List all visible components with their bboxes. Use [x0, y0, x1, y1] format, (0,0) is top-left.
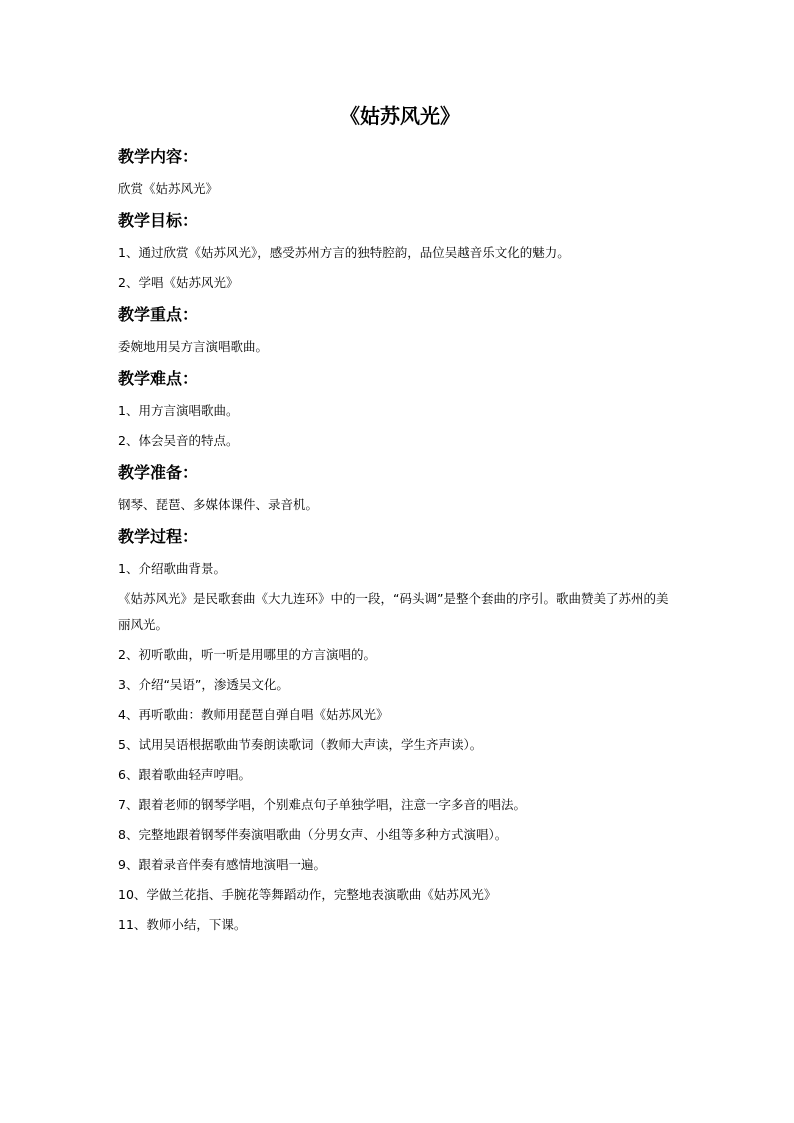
paragraph: 1、通过欣赏《姑苏风光》，感受苏州方言的独特腔韵，品位吴越音乐文化的魅力。	[118, 245, 570, 260]
section-heading-key-points: 教学重点：	[118, 305, 199, 324]
paragraph: 委婉地用吴方言演唱歌曲。	[118, 339, 269, 354]
paragraph: 2、体会吴音的特点。	[118, 433, 239, 448]
section-heading-objectives: 教学目标：	[118, 211, 199, 230]
paragraph: 1、介绍歌曲背景。	[118, 561, 226, 576]
paragraph: 6、跟着歌曲轻声哼唱。	[118, 767, 251, 782]
paragraph: 9、跟着录音伴奏有感情地演唱一遍。	[118, 857, 326, 872]
section-heading-process: 教学过程：	[118, 527, 199, 546]
section-heading-preparation: 教学准备：	[118, 463, 199, 482]
section-heading-difficulties: 教学难点：	[118, 369, 199, 388]
paragraph: 钢琴、琵琶、多媒体课件、录音机。	[118, 497, 319, 512]
section-heading-content: 教学内容：	[118, 147, 199, 166]
document-page	[118, 104, 678, 946]
paragraph: 3、介绍“吴语”，渗透吴文化。	[118, 677, 289, 692]
document-title: 《姑苏风光》	[340, 104, 460, 128]
paragraph: 1、用方言演唱歌曲。	[118, 403, 239, 418]
paragraph: 7、跟着老师的钢琴学唱，个别难点句子单独学唱，注意一字多音的唱法。	[118, 797, 526, 812]
paragraph: 5、试用吴语根据歌曲节奏朗读歌词（教师大声读，学生齐声读）。	[118, 737, 483, 752]
paragraph: 4、再听歌曲：教师用琵琶自弹自唱《姑苏风光》	[118, 707, 389, 722]
paragraph-background: 《姑苏风光》是民歌套曲《大九连环》中的一段，“码头调”是整个套曲的序引。歌曲赞美了苏州的美丽风光。	[118, 591, 669, 632]
paragraph: 2、初听歌曲，听一听是用哪里的方言演唱的。	[118, 647, 376, 662]
paragraph: 8、完整地跟着钢琴伴奏演唱歌曲（分男女声、小组等多种方式演唱）。	[118, 827, 508, 842]
paragraph: 11、教师小结，下课。	[118, 917, 247, 932]
paragraph: 10、学做兰花指、手腕花等舞蹈动作，完整地表演歌曲《姑苏风光》	[118, 887, 497, 902]
paragraph: 2、学唱《姑苏风光》	[118, 275, 239, 290]
paragraph: 欣赏《姑苏风光》	[118, 181, 219, 196]
